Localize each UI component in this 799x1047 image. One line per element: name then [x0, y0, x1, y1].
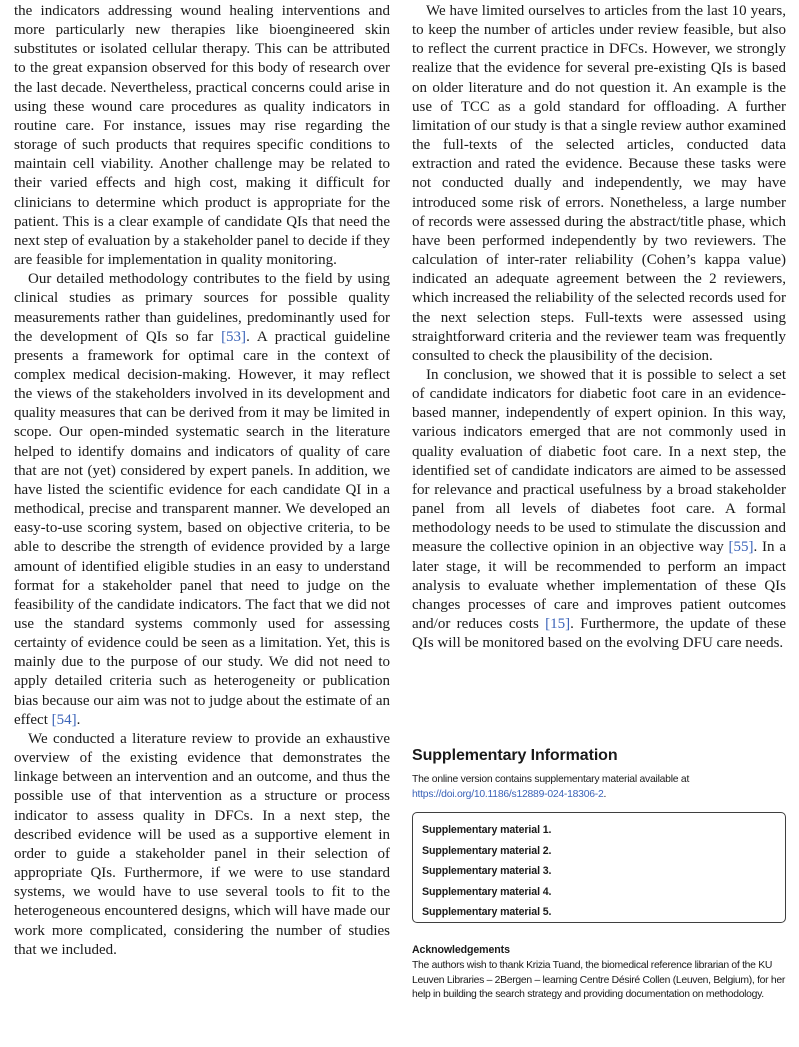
supplementary-intro: The online version contains supplementary material available at	[412, 774, 690, 785]
citation-link[interactable]: [53]	[221, 328, 247, 345]
body-paragraph: We conducted a literature review to provide an exhaustive overview of the existing evidence that demonstrates the linkage between an intervention and an outcome, and thus the possible use of that intervention as a structure or process indicator to assess quality in DFCs. In a next step, the described evidence will be used as a supportive element in order to guide a stakeholder panel in their selection of appropriate QIs. Furthermore, if we were to use standard systems, we would have to use several tools to fit to the heterogeneous encountered designs, which will have made our work more complicated, considering the number of studies that we included.	[14, 730, 390, 958]
acknowledgements-heading: Acknowledgements	[412, 944, 510, 956]
supplementary-text	[412, 773, 786, 802]
right-column	[412, 2, 786, 653]
paragraph-text: .	[76, 711, 81, 728]
paragraph-text: Our detailed methodology contributes to the field by using clinical studies as primary sources for possible quality measurements rather than guidelines, predominantly used for the development of QIs so far	[14, 271, 390, 345]
left-column	[14, 2, 390, 960]
paragraph-text: In conclusion, we showed that it is possible to select a set of candidate indicators for diabetic foot care in an evidence-based manner, independently of expert opinion. In this way, various indicators emerged that are not commonly used in quality evaluation of diabetic foot care. In a next step, the identified set of candidate indicators are aimed to be assessed for relevance and practical usefulness by a broad stakeholder panel from all levels of diabetes foot care. A formal methodology needs to be used to stimulate the discussion and measure the collective opinion in an objective way	[412, 366, 786, 556]
supplementary-heading: Supplementary Information	[412, 747, 618, 764]
supplementary-box	[412, 812, 786, 923]
body-paragraph: the indicators addressing wound healing interventions and more particularly new therapies like bioengineered skin substitutes or isolated cellular therapy. This can be attributed to the great expansion observed for this body of research over the last decade. Nevertheless, practical concerns could arise in using these wound care procedures as quality indicators in routine care. For instance, issues may rise regarding the storage of such products that requires specific conditions to maintain cell viability. Another challenge may be related to their varied effects and high cost, making it difficult for clinicians to determine which product is appropriate for the patient. This is a clear example of candidate QIs that need the next step of evaluation by a stakeholder panel to decide if they are feasible for implementation in quality monitoring.	[14, 3, 390, 269]
citation-link[interactable]: [55]	[728, 539, 754, 556]
paragraph-text: . Furthermore, the update of these QIs will be monitored based on the evolving DFU care needs.	[412, 616, 786, 652]
citation-link[interactable]: [15]	[545, 616, 571, 632]
body-paragraph: We have limited ourselves to articles from the last 10 years, to keep the number of articles under review feasible, but also to reflect the current practice in DFCs. However, we strongly realize that the evidence for several pre-existing QIs is based on older literature and do not question it. An example is the use of TCC as a gold standard for offloading. A further limitation of our study is that a single review author examined the full-texts of the selected articles, conducted data extraction and rated the evidence. Because these tasks were not conducted dually and independently, we may have introduced some risk of errors. Nonetheless, a large number of records were assessed during the abstract/title phase, which have been performed independently by two reviewers. The calculation of inter-rater reliability (Cohen’s kappa value) indicated an adequate agreement between the 2 reviewers, which increased the reliability of the selected records used for the next selection steps. Full-texts were assessed using straightforward criteria and the reviewer team was frequently consulted to check the plausibility of the decision.	[412, 3, 786, 364]
citation-link[interactable]: [54]	[51, 711, 77, 728]
paragraph-text: . A practical guideline presents a framework for optimal care in the context of complex medical decision-making. However, it may reflect the views of the stakeholders involved in its development and quality measures that can be derived from it may be limited in scope. Our open-minded systematic search in the literature helped to identify domains and indicators of quality of care that are not (yet) considered by expert panels. In addition, we have listed the scientific evidence for each candidate QI in a methodical, precise and transparent manner. We developed an easy-to-use scoring system, based on objective criteria, to be able to describe the strength of evidence provided by a large amount of identified eligible studies in an easy to understand format for a stakeholder panel that need to judge on the feasibility of the candidate indicators. The fact that we did not use the standard systems commonly used for assessing certainty of evidence could be seen as a limitation. Yet, this is mainly due to the purpose of our study. We did not need to apply detailed criteria such as heterogeneity or publication bias because our aim was not to judge about the estimate of an effect	[14, 328, 390, 728]
body-paragraph	[14, 270, 390, 730]
acknowledgements-text: The authors wish to thank Krizia Tuand, the biomedical reference librarian of the KU Leuven Libraries – 2Bergen – learning Centre Désiré Collen (Leuven, Belgium), for her help in building the search strategy and providing documentation on methodology.	[412, 960, 786, 1000]
supplementary-item-3[interactable]: Supplementary material 3.	[422, 865, 552, 877]
body-paragraph	[412, 366, 786, 653]
supplementary-item-5[interactable]: Supplementary material 5.	[422, 906, 552, 918]
supplementary-item-4[interactable]: Supplementary material 4.	[422, 885, 552, 898]
paragraph-text: . In a later stage, it will be recommended to perform an impact analysis to evaluate whether implementation of these QIs changes processes of care and improves patient outcomes and/or reduces costs	[412, 539, 786, 632]
supplementary-item-1[interactable]: Supplementary material 1.	[422, 824, 552, 836]
supplementary-item-2[interactable]: Supplementary material 2.	[422, 844, 552, 857]
supplementary-end: .	[603, 788, 607, 800]
doi-link[interactable]: https://doi.org/10.1186/s12889-024-18306-2	[412, 788, 604, 800]
